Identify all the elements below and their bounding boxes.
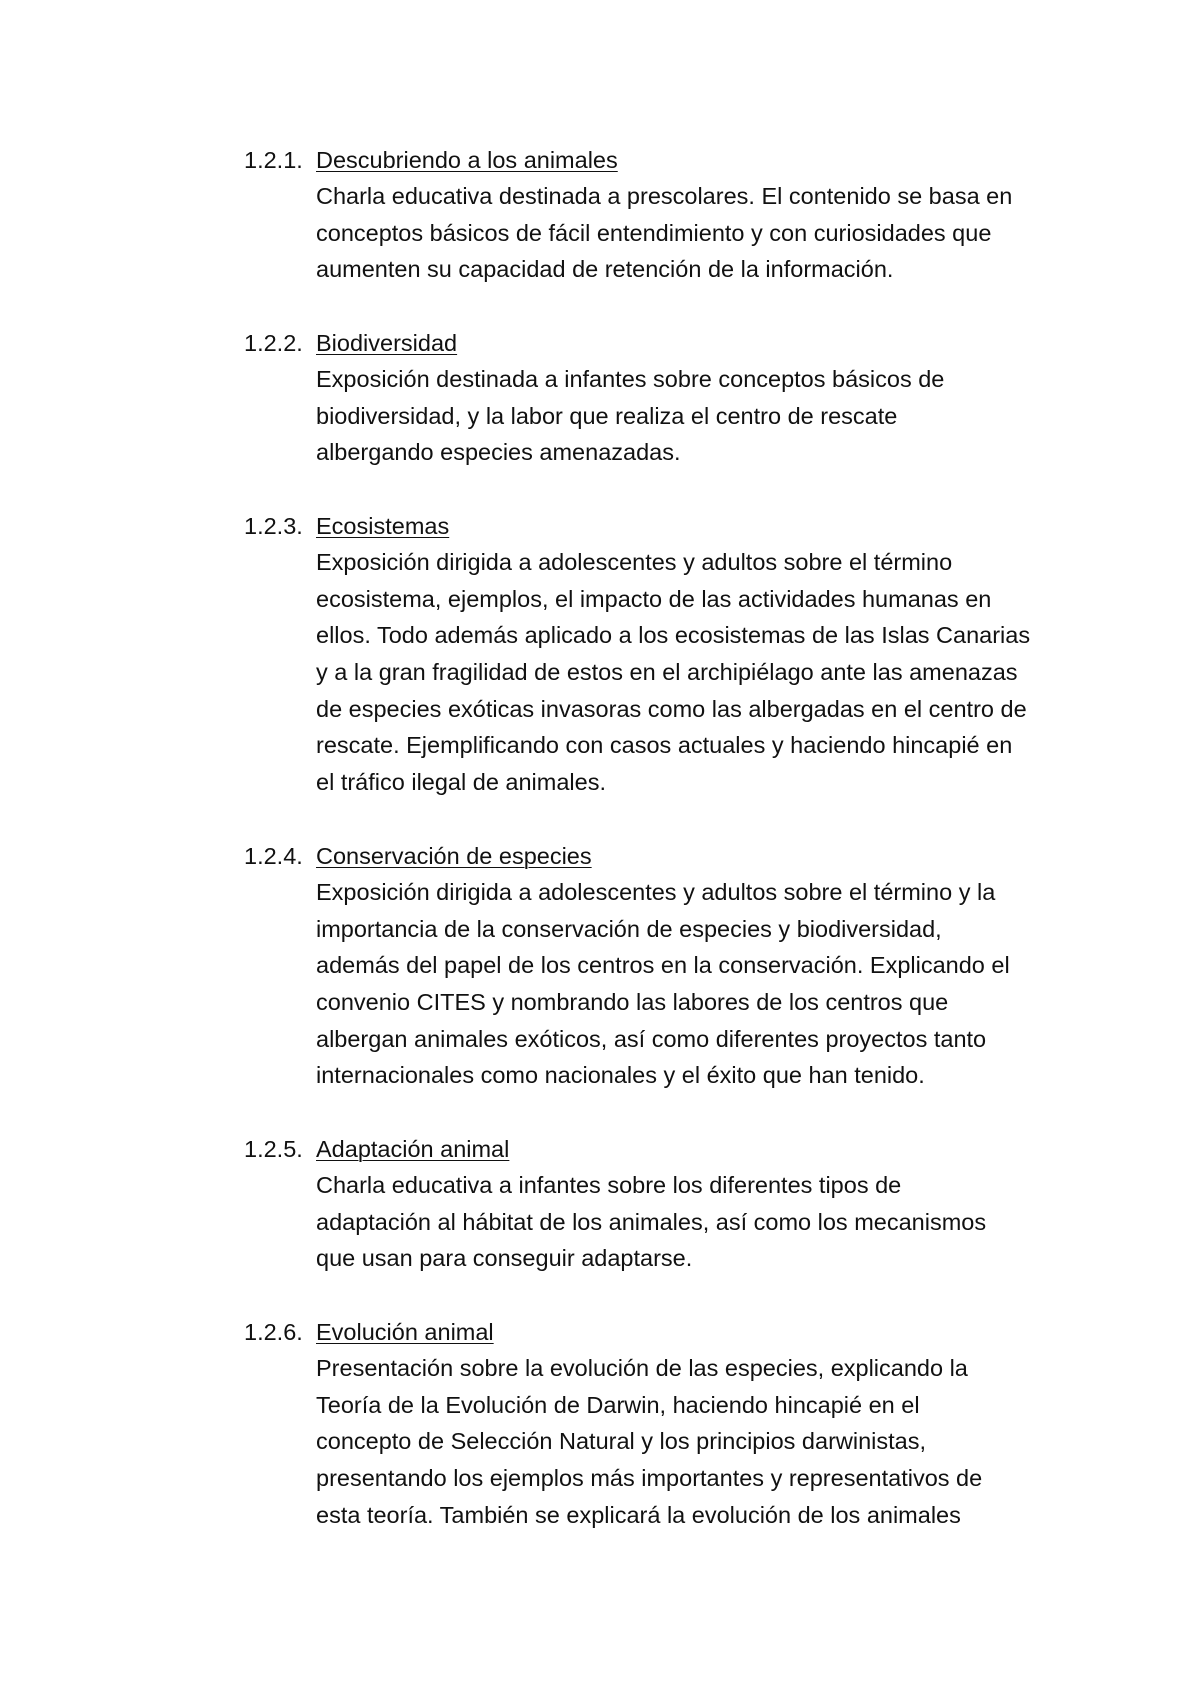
section-1-2-4 [244, 838, 1044, 1094]
section-body [316, 544, 1044, 801]
section-1-2-6 [244, 1314, 1044, 1533]
body-line: de especies exóticas invasoras como las albergadas en el centro de [316, 695, 1027, 722]
body-line: además del papel de los centros en la conservación. Explicando el [316, 952, 1010, 979]
body-line: y a la gran fragilidad de estos en el archipiélago ante las amenazas [316, 659, 1018, 686]
section-number: 1.2.5. [244, 1136, 303, 1162]
section-heading [244, 325, 1044, 361]
section-1-2-2 [244, 325, 1044, 471]
section-number: 1.2.3. [244, 513, 303, 539]
section-number: 1.2.1. [244, 147, 303, 173]
body-line: conceptos básicos de fácil entendimiento y con curiosidades que [316, 219, 992, 246]
body-line: concepto de Selección Natural y los principios darwinistas, [316, 1428, 927, 1455]
body-line: albergando especies amenazadas. [316, 439, 681, 466]
section-body [316, 361, 1044, 471]
body-line: esta teoría. También se explicará la evolución de los animales [316, 1501, 961, 1528]
section-1-2-5 [244, 1131, 1044, 1277]
section-number: 1.2.4. [244, 843, 303, 869]
section-body [316, 1167, 1044, 1277]
body-line: importancia de la conservación de especies y biodiversidad, [316, 915, 942, 942]
section-heading [244, 1131, 1044, 1167]
body-line: rescate. Ejemplificando con casos actuales y haciendo hincapié en [316, 732, 1013, 759]
body-line: Exposición dirigida a adolescentes y adultos sobre el término y la [316, 879, 996, 905]
body-line: el tráfico ilegal de animales. [316, 769, 606, 796]
body-line: aumenten su capacidad de retención de la información. [316, 256, 894, 283]
body-line: internacionales como nacionales y el éxito que han tenido. [316, 1062, 925, 1089]
section-1-2-3 [244, 508, 1044, 801]
section-heading [244, 1314, 1044, 1350]
body-line: Exposición dirigida a adolescentes y adultos sobre el término [316, 549, 953, 575]
body-line: Charla educativa destinada a prescolares. El contenido se basa en [316, 183, 1013, 209]
body-line: ecosistema, ejemplos, el impacto de las actividades humanas en [316, 585, 992, 612]
body-line: albergan animales exóticos, así como diferentes proyectos tanto [316, 1025, 987, 1052]
section-heading [244, 508, 1044, 544]
section-title: Biodiversidad [316, 330, 458, 356]
body-line: biodiversidad, y la labor que realiza el centro de rescate [316, 402, 898, 429]
section-heading [244, 142, 1044, 178]
section-number: 1.2.2. [244, 330, 303, 356]
section-title: Ecosistemas [316, 513, 450, 539]
body-line: presentando los ejemplos más importantes y representativos de [316, 1465, 983, 1492]
section-1-2-1 [244, 142, 1044, 288]
section-body [316, 1350, 1044, 1533]
section-title: Evolución animal [316, 1319, 494, 1345]
body-line: adaptación al hábitat de los animales, así como los mecanismos [316, 1208, 987, 1235]
section-title: Conservación de especies [316, 843, 592, 869]
body-line: Presentación sobre la evolución de las especies, explicando la [316, 1355, 968, 1381]
body-line: que usan para conseguir adaptarse. [316, 1245, 693, 1272]
body-line: Charla educativa a infantes sobre los diferentes tipos de [316, 1172, 902, 1198]
section-number: 1.2.6. [244, 1319, 303, 1345]
section-heading [244, 838, 1044, 874]
body-line: ellos. Todo además aplicado a los ecosistemas de las Islas Canarias [316, 622, 1031, 649]
section-body [316, 178, 1044, 288]
body-line: convenio CITES y nombrando las labores de los centros que [316, 989, 949, 1016]
section-title: Descubriendo a los animales [316, 147, 618, 173]
body-line: Teoría de la Evolución de Darwin, haciendo hincapié en el [316, 1391, 920, 1418]
body-line: Exposición destinada a infantes sobre conceptos básicos de [316, 366, 945, 392]
section-title: Adaptación animal [316, 1136, 510, 1162]
section-body [316, 874, 1044, 1094]
